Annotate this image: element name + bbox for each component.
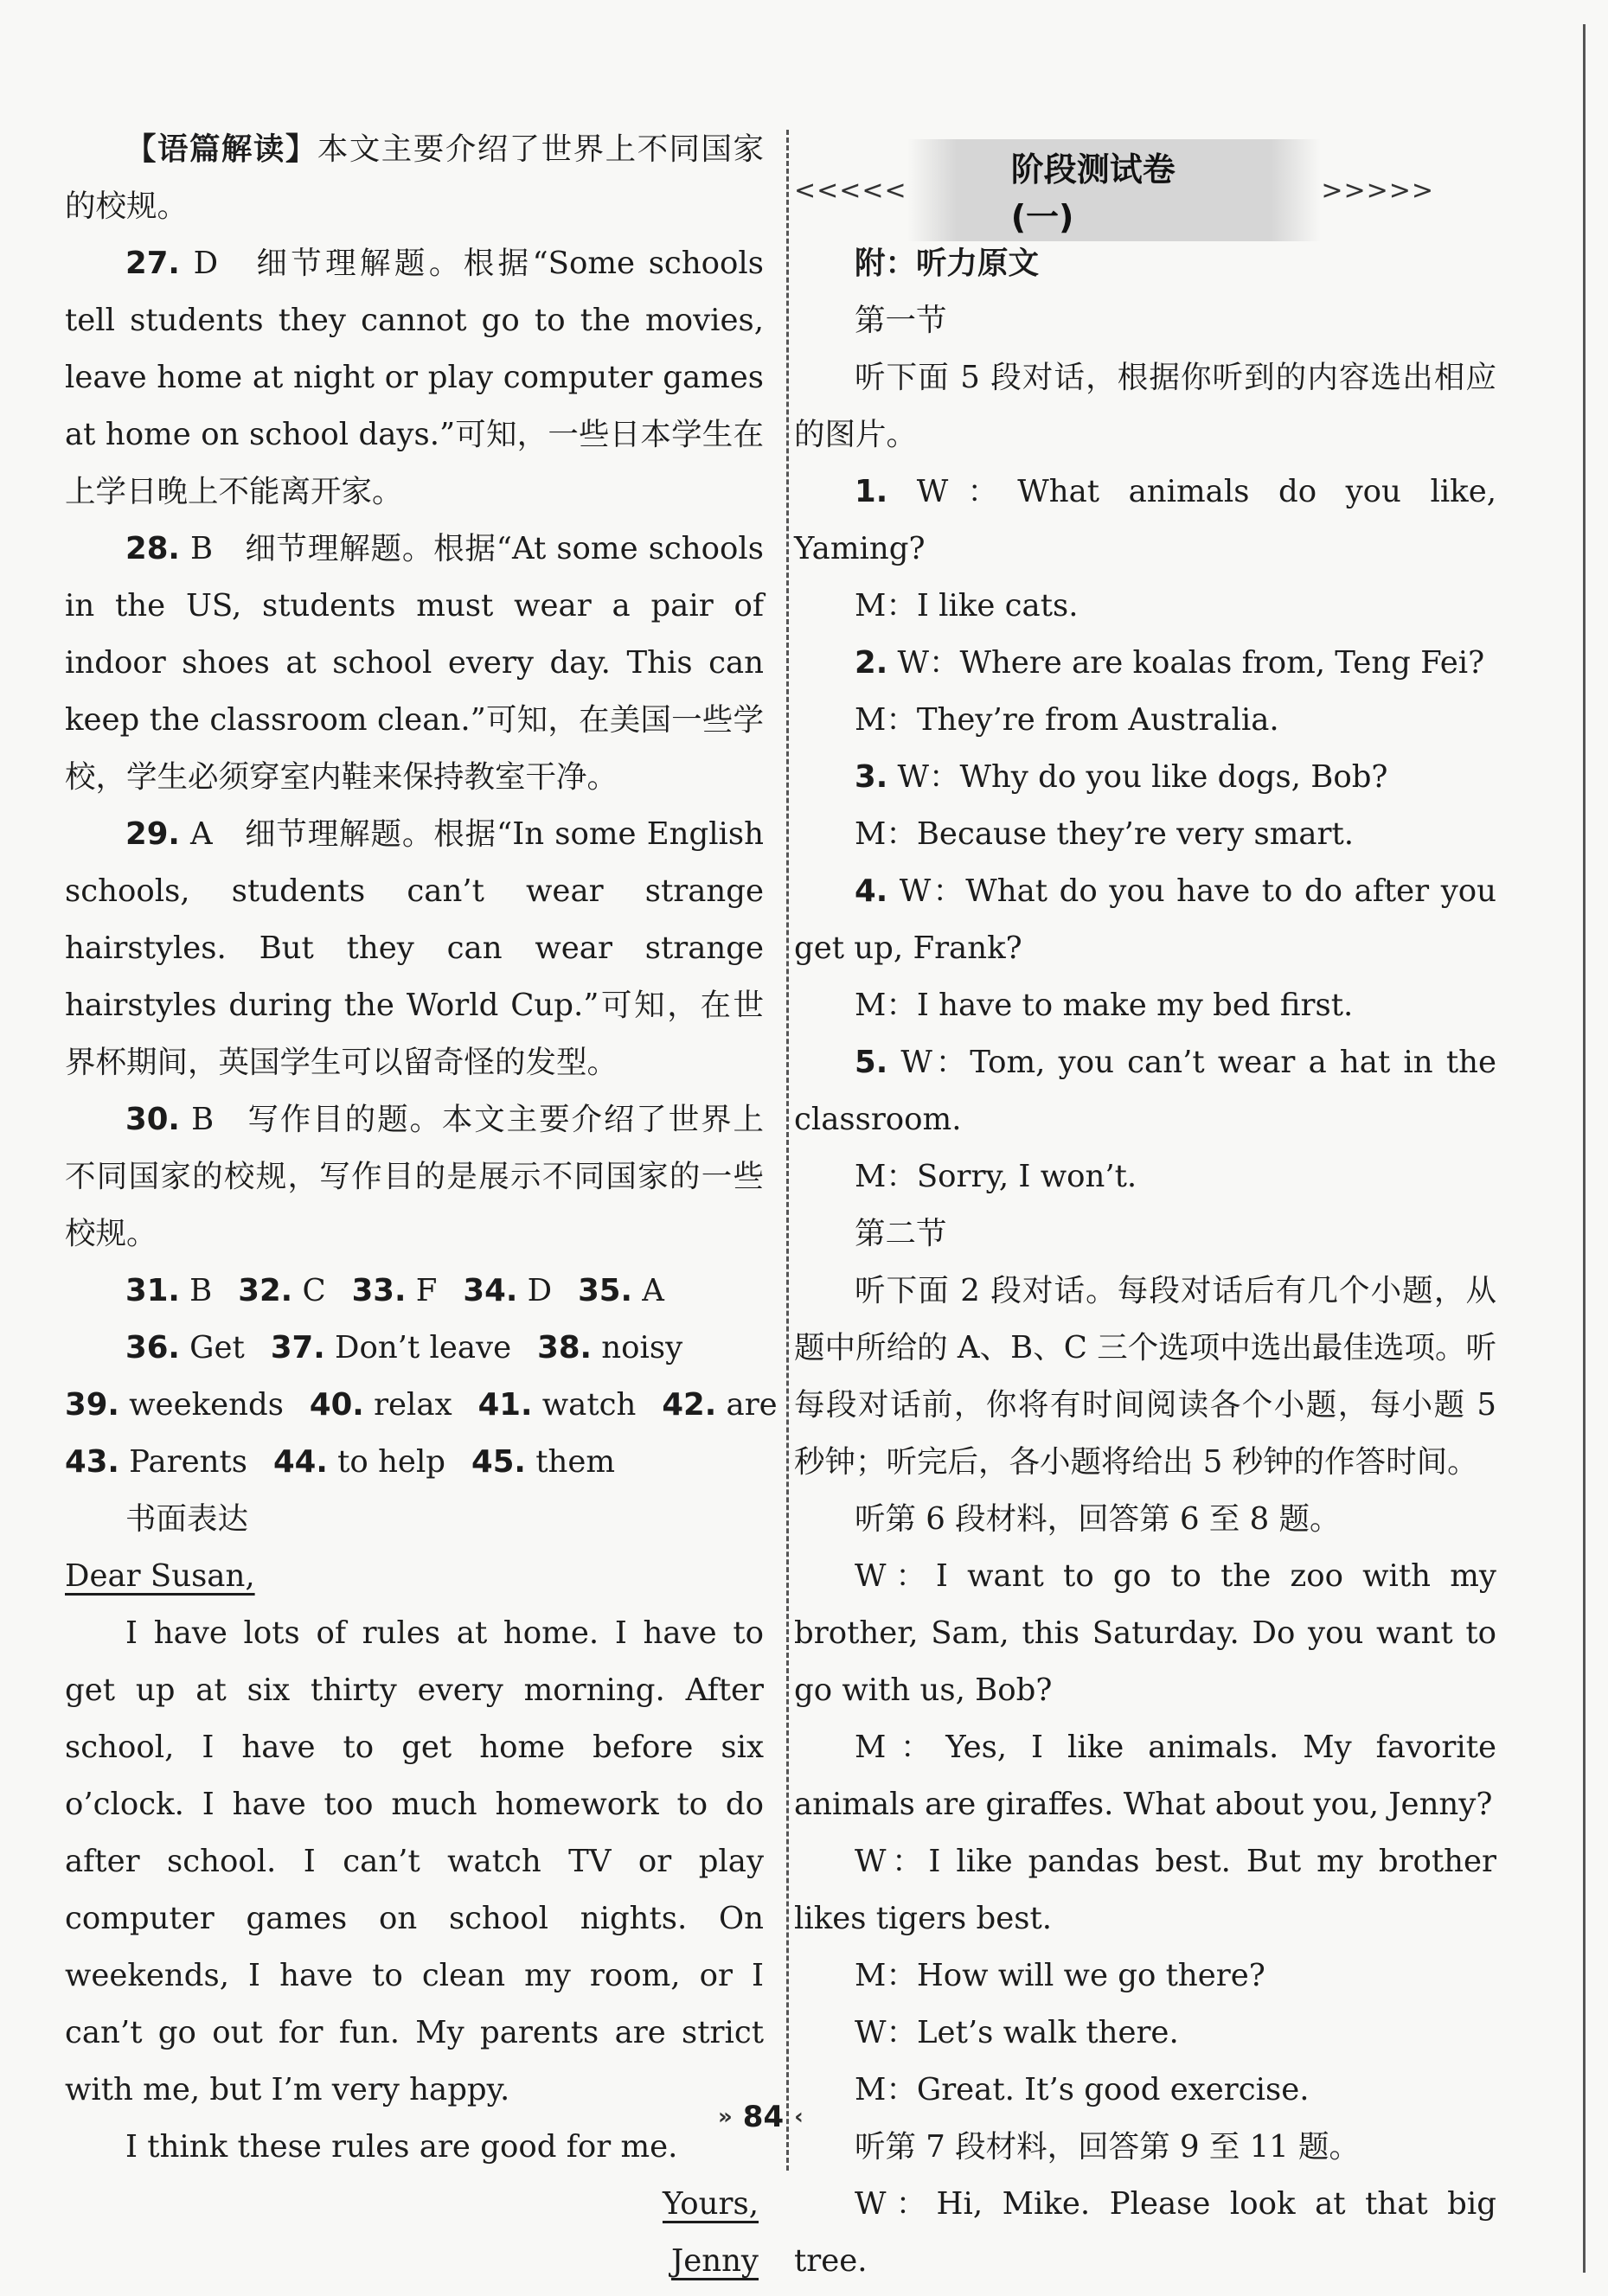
- answer-35: 35. A: [578, 1273, 664, 1308]
- test-paper-header: [794, 150, 1434, 236]
- answer-44: 44. to help: [272, 1444, 446, 1480]
- answer-30: 30. B 写作目的题。本文主要介绍了世界上不同国家的校规，写作目的是展示不同国家的一些校规。: [65, 1102, 764, 1251]
- answers-31-35: [65, 1263, 764, 1320]
- letter-conclusion: I think these rules are good for me.: [125, 2129, 678, 2165]
- answer-40: 40. relax: [309, 1387, 452, 1423]
- material-6-line: M：Yes, I like animals. My favorite animals are giraffes. What about you, Jenny?: [794, 1730, 1496, 1822]
- answer-33: 33. F: [351, 1273, 438, 1308]
- dialogue-4-w: 4. W：What do you have to do after you get up, Frank?: [794, 873, 1496, 966]
- answer-42: 42. are: [662, 1387, 778, 1423]
- material-6-line: M：How will we go there?: [855, 1958, 1265, 1993]
- section-1-title: 第一节: [855, 303, 947, 338]
- dialogue-4-m: M：I have to make my bed first.: [855, 988, 1354, 1023]
- material-6-line: M：Great. It’s good exercise.: [855, 2072, 1310, 2107]
- page-edge-rule: [1583, 24, 1586, 2273]
- material-7-instructions: 听第 7 段材料，回答第 9 至 11 题。: [855, 2129, 1361, 2165]
- dialogue-1-w: 1. W：What animals do you like, Yaming?: [794, 474, 1496, 566]
- page-number-left-arrow: »: [718, 2104, 733, 2130]
- material-6-line: W：I want to go to the zoo with my brother, Sam, this Saturday. Do you want to go with us, Bob?: [794, 1558, 1496, 1708]
- answer-36: 36. Get: [125, 1330, 245, 1365]
- answers-36-38: [65, 1320, 764, 1377]
- dialogue-2-w: 2. W：Where are koalas from, Teng Fei?: [855, 645, 1485, 681]
- dialogue-5-m: M：Sorry, I won’t.: [855, 1159, 1137, 1194]
- header-left-arrows: <<<<<: [794, 175, 907, 206]
- answer-32: 32. C: [238, 1273, 326, 1308]
- material-6-instructions: 听第 6 段材料，回答第 6 至 8 题。: [855, 1501, 1341, 1537]
- answer-27: 27. D 细节理解题。根据“Some schools tell students they cannot go to the movies, leave home at night or play computer games at home on school days.”可知，一些日本学生在上学日晚上不能离开家。: [65, 246, 764, 509]
- section-2-instructions: 听下面 2 段对话。每段对话后有几个小题，从题中所给的 A、B、C 三个选项中选出最佳选项。听每段对话前，你将有时间阅读各个小题，每小题 5 秒钟；听完后，各小题将给出 5 秒钟的作答时间。: [794, 1273, 1496, 1480]
- material-7-line: W：Hi, Mike. Please look at that big tree.: [794, 2186, 1496, 2279]
- answer-45: 45. them: [471, 1444, 616, 1480]
- dialogue-1-m: M：I like cats.: [855, 588, 1079, 624]
- material-6-line: W：Let’s walk there.: [855, 2015, 1179, 2050]
- dialogue-3-m: M：Because they’re very smart.: [855, 816, 1355, 852]
- page-number-right-arrow: ‹: [794, 2104, 804, 2130]
- letter-signature: Jenny: [670, 2243, 759, 2279]
- answer-41: 41. watch: [477, 1387, 637, 1423]
- answer-38: 38. noisy: [537, 1330, 683, 1365]
- answer-28: 28. B 细节理解题。根据“At some schools in the US, students must wear a pair of indoor shoes at school every day. This can keep the classroom clean.”可知，在美国一些学校，学生必须穿室内鞋来保持教室干净。: [65, 531, 764, 795]
- interpretation-label: 【语篇解读】: [125, 131, 317, 167]
- material-6-line: W：I like pandas best. But my brother likes tigers best.: [794, 1844, 1496, 1936]
- column-divider: [786, 130, 789, 2171]
- page-number-value: 84: [742, 2100, 785, 2134]
- letter-salutation: Dear Susan,: [65, 1558, 255, 1594]
- letter-body: I have lots of rules at home. I have to get up at six thirty every morning. After school, I have to get home before six o’clock. I have too much homework to do after school. I can’t watch TV or play computer games on school nights. On weekends, I have to clean my room, or I can’t go out for fun. My parents are strict with me, but I’m very happy.: [65, 1615, 764, 2107]
- header-right-arrows: >>>>>: [1321, 175, 1434, 206]
- answer-29: 29. A 细节理解题。根据“In some English schools, students can’t wear strange hairstyles. But they can wear strange hairstyles during the World Cup.”可知，在世界杯期间，英国学生可以留奇怪的发型。: [65, 816, 764, 1080]
- right-column: [794, 235, 1496, 2290]
- left-column: [65, 121, 778, 2290]
- section-1-instructions: 听下面 5 段对话，根据你听到的内容选出相应的图片。: [794, 360, 1496, 452]
- answer-43: 43. Parents: [65, 1444, 247, 1480]
- dialogue-3-w: 3. W：Why do you like dogs, Bob?: [855, 759, 1388, 795]
- answer-34: 34. D: [463, 1273, 553, 1308]
- writing-section-title: 书面表达: [125, 1501, 249, 1537]
- dialogue-2-m: M：They’re from Australia.: [855, 702, 1279, 738]
- answers-39-42: [65, 1377, 778, 1434]
- answer-31: 31. B: [125, 1273, 213, 1308]
- answer-37: 37. Don’t leave: [270, 1330, 512, 1365]
- section-2-title: 第二节: [855, 1216, 947, 1251]
- answer-39: 39. weekends: [65, 1387, 284, 1423]
- listening-script-title: 附：听力原文: [855, 246, 1040, 281]
- page-number: [718, 2100, 804, 2134]
- dialogue-5-w: 5. W：Tom, you can’t wear a hat in the classroom.: [794, 1045, 1496, 1137]
- passage-interpretation: 【语篇解读】本文主要介绍了世界上不同国家的校规。: [65, 131, 764, 224]
- answers-43-45: [65, 1434, 764, 1491]
- test-paper-title: 阶段测试卷(一): [907, 139, 1322, 241]
- letter-closing: Yours,: [662, 2186, 759, 2222]
